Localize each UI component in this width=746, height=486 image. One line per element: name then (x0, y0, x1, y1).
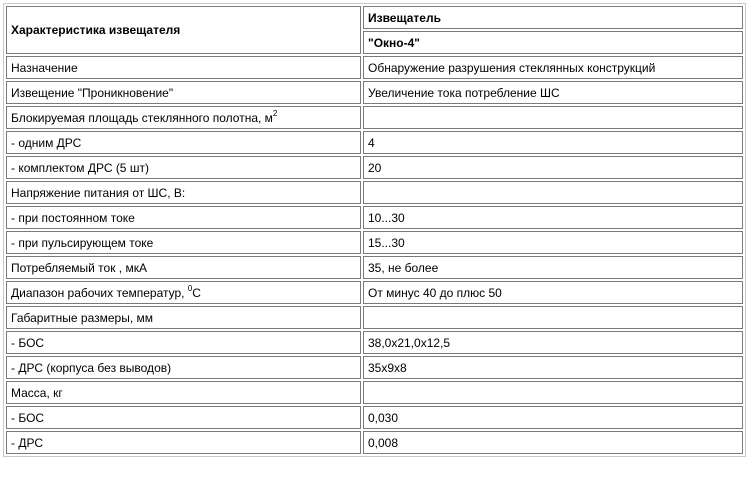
row-value: 35, не более (363, 256, 743, 279)
table-row (6, 181, 743, 204)
row-label: - при пульсирующем токе (6, 231, 361, 254)
specifications-table (3, 3, 746, 457)
table-row (6, 381, 743, 404)
row-value (363, 306, 743, 329)
row-label-sup: 2 (272, 108, 278, 118)
row-label: - одним ДРС (6, 131, 361, 154)
table-row (6, 56, 743, 79)
row-value: 35x9x8 (363, 356, 743, 379)
table-row (6, 356, 743, 379)
table-row (6, 131, 743, 154)
row-label: Потребляемый ток , мкА (6, 256, 361, 279)
row-value: Увеличение тока потребление ШС (363, 81, 743, 104)
row-label-text: Блокируемая площадь стеклянного полотна, м (11, 110, 273, 125)
row-label: Извещение "Проникновение" (6, 81, 361, 104)
row-value: Обнаружение разрушения стеклянных конструкций (363, 56, 743, 79)
row-value: 4 (363, 131, 743, 154)
row-label-sup: 0 (187, 283, 193, 293)
row-value (363, 381, 743, 404)
table-header-row-1 (6, 6, 743, 29)
row-label: - БОС (6, 406, 361, 429)
row-value: 0,008 (363, 431, 743, 454)
table-row (6, 431, 743, 454)
device-header: Извещатель (363, 6, 743, 29)
device-name-header: "Окно-4" (363, 31, 743, 54)
table-row (6, 106, 743, 129)
table-row (6, 231, 743, 254)
table-row (6, 281, 743, 304)
row-label: Габаритные размеры, мм (6, 306, 361, 329)
table-row (6, 331, 743, 354)
row-label-text: Диапазон рабочих температур, (11, 285, 188, 300)
table-row (6, 206, 743, 229)
row-value: 10...30 (363, 206, 743, 229)
characteristic-header: Характеристика извещателя (6, 6, 361, 54)
row-value: 0,030 (363, 406, 743, 429)
row-value (363, 181, 743, 204)
row-label: Масса, кг (6, 381, 361, 404)
row-label: - комплектом ДРС (5 шт) (6, 156, 361, 179)
row-label: - ДРС (корпуса без выводов) (6, 356, 361, 379)
row-value: От минус 40 до плюс 50 (363, 281, 743, 304)
row-label: - ДРС (6, 431, 361, 454)
table-row (6, 256, 743, 279)
row-label: Напряжение питания от ШС, В: (6, 181, 361, 204)
row-value: 38,0x21,0x12,5 (363, 331, 743, 354)
row-label: - при постоянном токе (6, 206, 361, 229)
row-value (363, 106, 743, 129)
table-row (6, 306, 743, 329)
table-row (6, 81, 743, 104)
table-row (6, 156, 743, 179)
row-value: 20 (363, 156, 743, 179)
row-label: Назначение (6, 56, 361, 79)
row-label (6, 281, 361, 304)
table-row (6, 406, 743, 429)
row-label-suffix: C (192, 285, 201, 300)
row-label (6, 106, 361, 129)
row-label: - БОС (6, 331, 361, 354)
row-value: 15...30 (363, 231, 743, 254)
